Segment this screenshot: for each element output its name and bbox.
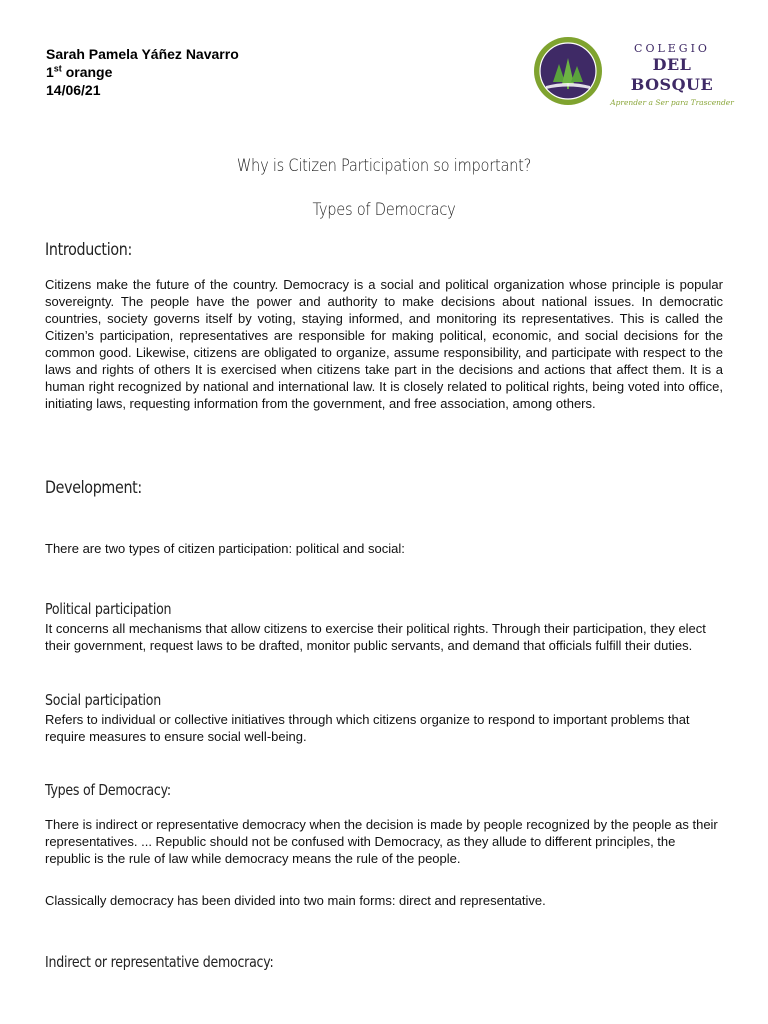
social-participation-paragraph: Refers to individual or collective initiatives through which citizens organize to respond to important problems that require measures to ensure social well-being. xyxy=(45,712,690,744)
document-title: Why is Citizen Participation so important? xyxy=(236,156,532,176)
student-name: Sarah Pamela Yáñez Navarro xyxy=(46,46,239,62)
grade-rest: orange xyxy=(61,64,113,80)
democracy-forms-paragraph: Classically democracy has been divided into two main forms: direct and representative. xyxy=(45,893,546,908)
document-date: 14/06/21 xyxy=(46,82,101,98)
social-participation-heading: Social participation xyxy=(45,691,161,709)
logo-motto: Aprender a Ser para Trascender xyxy=(610,98,734,107)
introduction-paragraph: Citizens make the future of the country. Democracy is a social and political organization whose principle is popular sovereignty. The people have the power and authority to make decisions about national issues. In democratic countries, society governs itself by voting, staying informed, and monitoring its representatives. This is called the Citizen’s participation, representatives are responsible for making political, economic, and social decisions for the common good. Likewise, citizens are obligated to organize, assume responsibility, and participate with respect to the laws and rights of others It is exercised when citizens take part in the decisions and actions that affect them. It is a human right recognized by national and international law. It is closely related to political rights, being voted into office, initiating laws, requesting information from the government, and free association, among others. xyxy=(45,277,723,411)
logo-top-text: COLEGIO xyxy=(634,42,710,55)
introduction-heading: Introduction: xyxy=(45,240,132,260)
types-of-democracy-paragraph: There is indirect or representative democracy when the decision is made by people recognized by the people as their representatives. ... Republic should not be confused with Democracy, as they allude to different principles, the republic is the rule of law while democracy means the rule of the people. xyxy=(45,817,718,866)
logo-wordmark xyxy=(609,42,735,109)
types-of-democracy-heading: Types of Democracy: xyxy=(45,781,171,799)
student-grade xyxy=(46,63,239,81)
political-participation-heading: Political participation xyxy=(45,600,172,618)
political-participation-paragraph: It concerns all mechanisms that allow citizens to exercise their political rights. Through their participation, they elect their government, request laws to be drafted, monitor public servants, and demand that officials fulfill their duties. xyxy=(45,621,706,653)
school-logo xyxy=(533,36,733,106)
document-subtitle: Types of Democracy xyxy=(312,200,456,220)
grade-number: 1 xyxy=(46,64,54,80)
logo-main-text: DEL BOSQUE xyxy=(630,55,714,94)
grade-suffix: st xyxy=(53,63,62,74)
indirect-democracy-heading: Indirect or representative democracy: xyxy=(45,953,274,971)
development-heading: Development: xyxy=(45,478,142,498)
student-info xyxy=(46,45,239,99)
tree-emblem-icon xyxy=(533,36,603,106)
development-intro: There are two types of citizen participation: political and social: xyxy=(45,541,405,556)
